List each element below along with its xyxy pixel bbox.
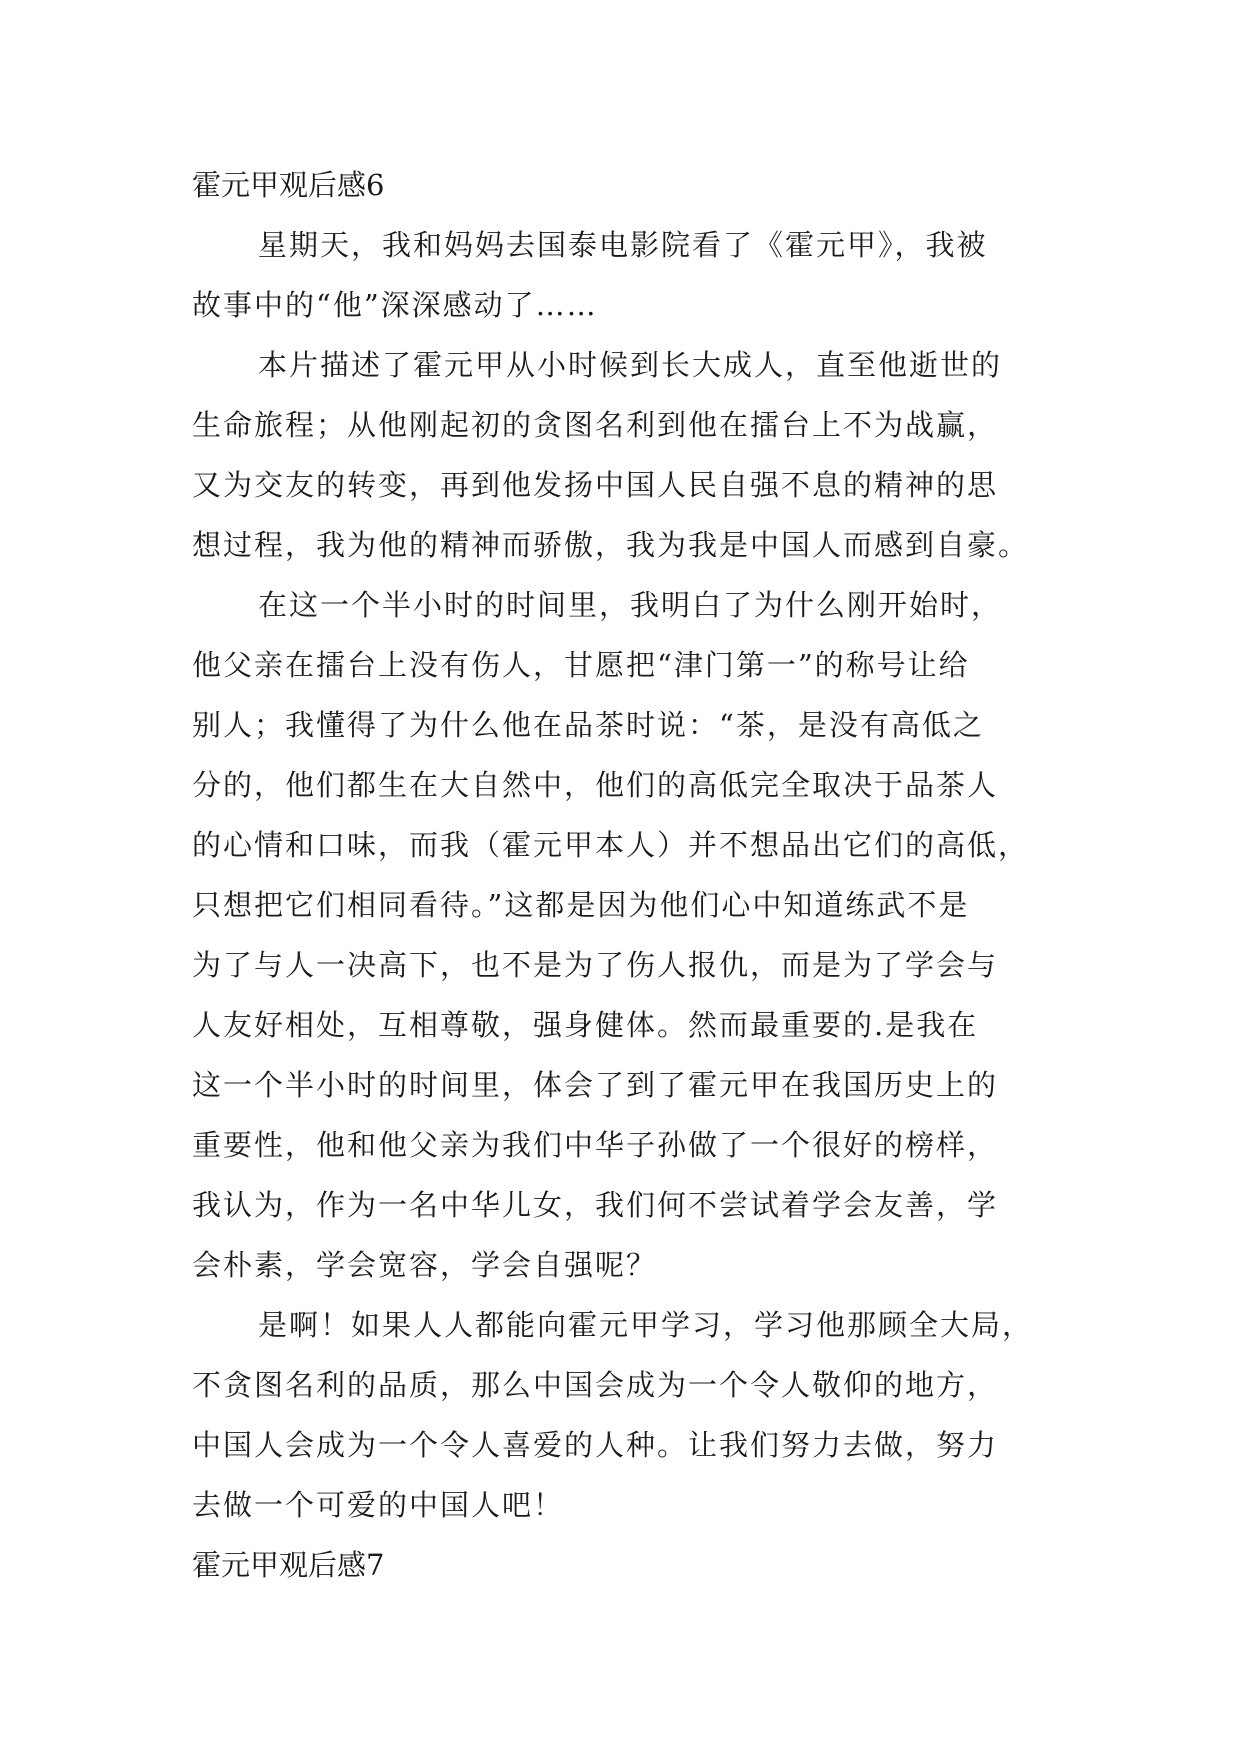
paragraph-line: 在这一个半小时的时间里，我明白了为什么刚开始时， — [258, 588, 1003, 622]
section-heading: 霍元甲观后感7 — [192, 1548, 385, 1582]
paragraph-line: 他父亲在擂台上没有伤人，甘愿把“津门第一”的称号让给 — [192, 648, 970, 682]
paragraph-line: 重要性，他和他父亲为我们中华子孙做了一个很好的榜样， — [192, 1128, 999, 1162]
paragraph-4 — [192, 1295, 1054, 1535]
paragraph-line: 会朴素，学会宽容，学会自强呢？ — [192, 1248, 658, 1282]
section-heading: 霍元甲观后感6 — [192, 168, 385, 202]
paragraph-line: 只想把它们相同看待。”这都是因为他们心中知道练武不是 — [192, 888, 970, 922]
paragraph-line: 的心情和口味，而我（霍元甲本人）并不想品出它们的高低， — [192, 828, 1030, 862]
paragraph-line: 中国人会成为一个令人喜爱的人种。让我们努力去做，努力 — [192, 1428, 999, 1462]
paragraph-1 — [192, 215, 1054, 335]
paragraph-line: 本片描述了霍元甲从小时候到长大成人，直至他逝世的 — [258, 348, 1003, 382]
paragraph-line: 又为交友的转变，再到他发扬中国人民自强不息的精神的思 — [192, 468, 999, 502]
paragraph-line: 分的，他们都生在大自然中，他们的高低完全取决于品茶人 — [192, 768, 999, 802]
paragraph-line: 我认为，作为一名中华儿女，我们何不尝试着学会友善，学 — [192, 1188, 999, 1222]
paragraph-line: 别人；我懂得了为什么他在品茶时说：“茶，是没有高低之 — [192, 708, 984, 742]
paragraph-line: 是啊！如果人人都能向霍元甲学习，学习他那顾全大局， — [258, 1308, 1034, 1342]
paragraph-line: 为了与人一决高下，也不是为了伤人报仇，而是为了学会与 — [192, 948, 999, 982]
paragraph-line: 去做一个可爱的中国人吧！ — [192, 1488, 565, 1522]
document-body — [192, 155, 1054, 1595]
paragraph-line: 这一个半小时的时间里，体会了到了霍元甲在我国历史上的 — [192, 1068, 999, 1102]
paragraph-line: 故事中的“他”深深感动了…… — [192, 288, 598, 322]
paragraph-3 — [192, 575, 1054, 1295]
paragraph-2 — [192, 335, 1054, 575]
paragraph-line: 想过程，我为他的精神而骄傲，我为我是中国人而感到自豪。 — [192, 528, 1030, 562]
paragraph-line: 不贪图名利的品质，那么中国会成为一个令人敬仰的地方， — [192, 1368, 999, 1402]
paragraph-line: 生命旅程；从他刚起初的贪图名利到他在擂台上不为战赢， — [192, 408, 999, 442]
paragraph-line: 人友好相处，互相尊敬，强身健体。然而最重要的.是我在 — [192, 1008, 979, 1042]
paragraph-line: 星期天，我和妈妈去国泰电影院看了《霍元甲》，我被 — [258, 228, 988, 262]
